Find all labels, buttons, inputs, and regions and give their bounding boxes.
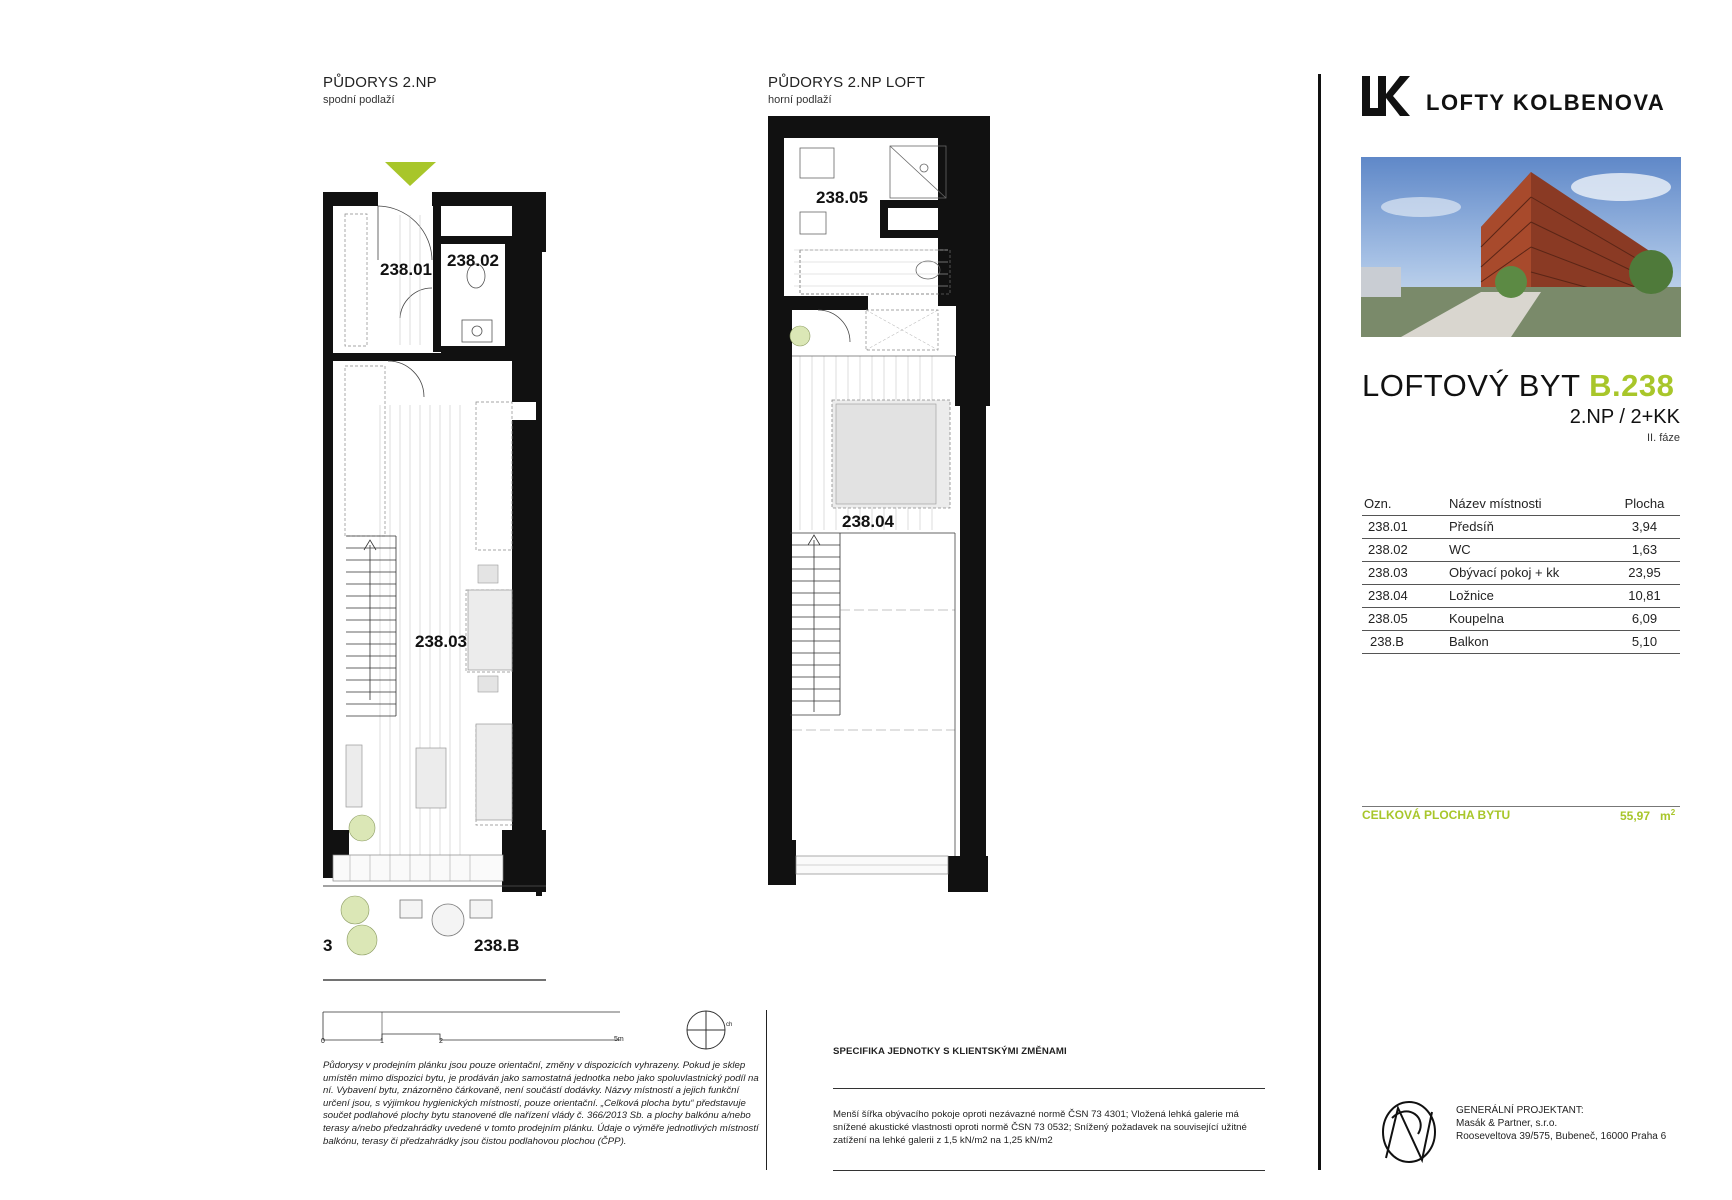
room-label-238-01: 238.01 (380, 260, 432, 279)
cell-name: Ložnice (1449, 585, 1609, 608)
total-area-number: 55,97 (1620, 809, 1651, 823)
main-vertical-divider (1318, 74, 1321, 1170)
floor-plan-2np-loft (760, 110, 1000, 900)
specifics-heading: SPECIFIKA JEDNOTKY S KLIENTSKÝMI ZMĚNAMI (833, 1046, 1067, 1057)
apartment-floor-type: 2.NP / 2+KK (1569, 406, 1680, 428)
north-arrow-label: ch (726, 1022, 733, 1028)
room-label-238-b-partial: 3 (323, 936, 333, 955)
specifics-text: Menší šířka obývacího pokoje oproti nezávazné normě ČSN 73 4301; Vložená lehká galerie má snížené akustické vlastnosti oproti normě ČSN 73 0532; Snížený požadavek na související užitné zatížení na lehké galerii z 1,5 kN/m2 na 1,25 kN/m2 (833, 1109, 1247, 1146)
building-rendering-image (1361, 157, 1681, 337)
cell-code: 238.01 (1362, 516, 1449, 539)
apartment-title-prefix: LOFTOVÝ BYT (1362, 368, 1590, 403)
plan-right-subtitle: horní podlaží (768, 94, 832, 106)
scale-tick-5: 5m (614, 1036, 624, 1043)
specifics-rule-bottom (833, 1170, 1265, 1171)
entrance-arrow-icon (385, 162, 436, 186)
cell-name: Koupelna (1449, 608, 1609, 631)
table-header-area: Plocha (1609, 494, 1680, 516)
table-header-name: Název místnosti (1449, 494, 1609, 516)
room-area-table (1362, 494, 1680, 654)
plan-left-title: PŮDORYS 2.NP (323, 74, 437, 91)
north-arrow-icon (684, 1008, 733, 1054)
bottom-divider (766, 1010, 767, 1170)
lk-logo-icon (1360, 74, 1412, 118)
general-designer-address: Rooseveltova 39/575, Bubeneč, 16000 Praha 6 (1456, 1131, 1667, 1142)
table-header-row (1362, 494, 1680, 516)
cell-area: 6,09 (1609, 608, 1680, 631)
scale-bar (320, 1010, 630, 1050)
cell-code: 238.02 (1362, 539, 1449, 562)
scale-tick-0: 0 (321, 1038, 325, 1045)
cell-area: 23,95 (1609, 562, 1680, 585)
scale-tick-1: 1 (380, 1038, 384, 1045)
room-label-238-03: 238.03 (415, 632, 467, 651)
apartment-phase: II. fáze (1646, 432, 1680, 444)
room-label-238-05: 238.05 (816, 188, 868, 207)
cell-code: 238.03 (1362, 562, 1449, 585)
cell-name: Balkon (1449, 631, 1609, 654)
general-designer-company: Masák & Partner, s.r.o. (1456, 1118, 1558, 1129)
cell-area: 1,63 (1609, 539, 1680, 562)
table-row (1362, 516, 1680, 539)
apartment-title (1362, 368, 1674, 404)
disclaimer-text: Půdorysy v prodejním plánku jsou pouze orientační, změny v dispozicích vyhrazeny. Pokud je sklep umístěn mimo dispozici bytu, je prodáván jako samostatná jednotka nebo jako spoluvlastnický podíl na ní. Vybavení bytu, znázorněno čárkovaně, není součástí dodávky. Názvy místností a jejich funkční určení jsou, s výjimkou hygienických místností, pouze orientační. „Celková plocha bytu“ představuje součet podlahové plochy bytu stanovené dle nařízení vlády č. 366/2013 Sb. a plochy balkónu a/nebo terasy a/nebo předzahrádky uvedené v tomto prodejním plánku. Údaje o výměře jednotlivých místností balkónu, terasy či předzahrádky jsou čistou podlahovou plochou (ČPP). (323, 1060, 759, 1147)
room-label-238-04: 238.04 (842, 512, 894, 531)
table-row (1362, 608, 1680, 631)
cell-code: 238.B (1362, 631, 1449, 654)
table-row (1362, 631, 1680, 654)
table-row (1362, 539, 1680, 562)
total-area-value (1620, 808, 1675, 823)
general-designer-heading: GENERÁLNÍ PROJEKTANT: (1456, 1105, 1584, 1116)
floor-plan-2np-lower (310, 150, 560, 990)
table-header-code: Ozn. (1362, 494, 1449, 516)
total-area-unit: m (1660, 809, 1671, 823)
table-row (1362, 585, 1680, 608)
plan-left-subtitle: spodní podlaží (323, 94, 395, 106)
cell-name: WC (1449, 539, 1609, 562)
total-area-unit-sup: 2 (1670, 808, 1676, 817)
cell-area: 3,94 (1609, 516, 1680, 539)
general-designer-block (1456, 1104, 1666, 1143)
total-rule (1362, 806, 1680, 807)
cell-code: 238.05 (1362, 608, 1449, 631)
room-label-238-02: 238.02 (447, 251, 499, 270)
cell-area: 5,10 (1609, 631, 1680, 654)
cell-name: Předsíň (1449, 516, 1609, 539)
table-row (1362, 562, 1680, 585)
specifics-rule-top (833, 1088, 1265, 1089)
brand-name: LOFTY KOLBENOVA (1426, 90, 1666, 115)
cell-code: 238.04 (1362, 585, 1449, 608)
masak-partner-logo-icon (1378, 1098, 1440, 1170)
cell-area: 10,81 (1609, 585, 1680, 608)
total-area-label: CELKOVÁ PLOCHA BYTU (1362, 808, 1511, 822)
apartment-code: B.238 (1589, 368, 1675, 403)
plan-right-title: PŮDORYS 2.NP LOFT (768, 74, 926, 91)
room-label-238-b: 238.B (474, 936, 520, 955)
scale-tick-2: 2 (439, 1038, 443, 1045)
cell-name: Obývací pokoj + kk (1449, 562, 1609, 585)
